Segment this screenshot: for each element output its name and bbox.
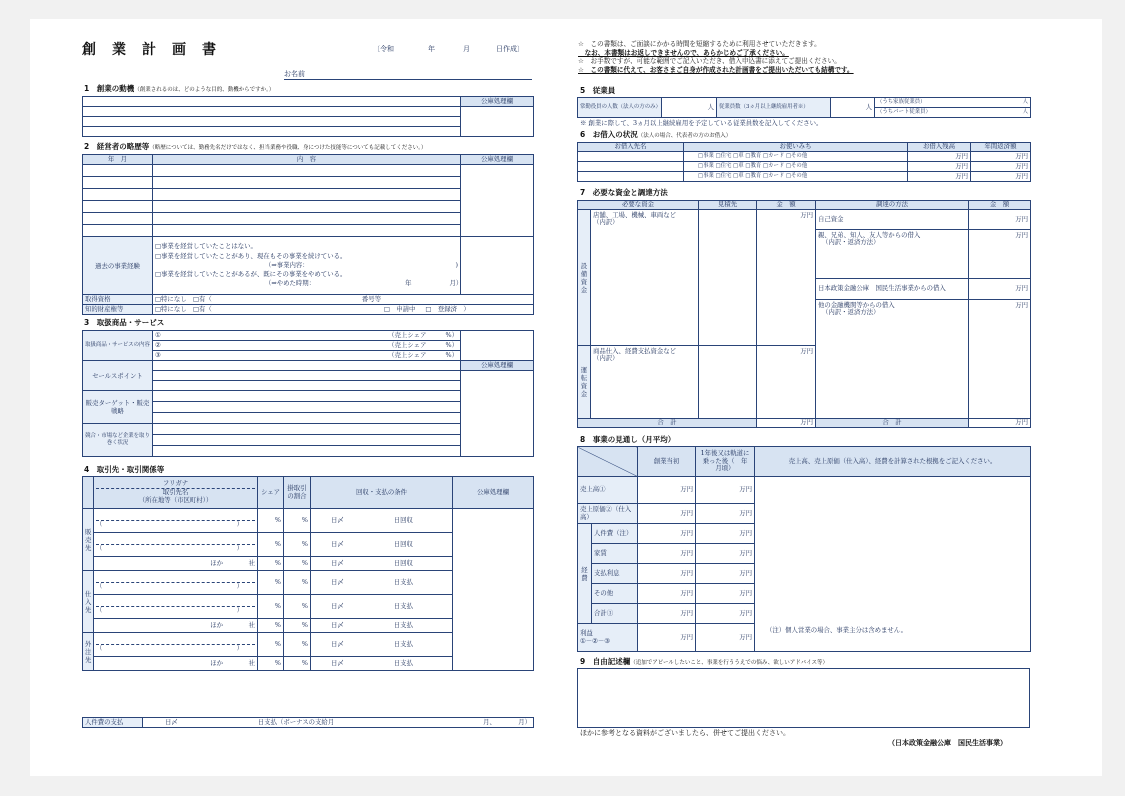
total-need[interactable]: 万円	[757, 419, 816, 428]
total-label: 合 計	[578, 419, 757, 428]
career-date[interactable]	[83, 213, 153, 225]
pct[interactable]: %	[258, 533, 284, 557]
past-opt-closed[interactable]: □事業を経営していたことがあるが、既にその事業をやめている。	[155, 270, 347, 279]
pay: 日支払	[393, 620, 413, 629]
office-use-2: 公庫処理欄	[461, 155, 534, 165]
career-content[interactable]	[153, 177, 461, 189]
h-balance: お借入残高	[908, 143, 971, 152]
sales-point-line[interactable]	[153, 381, 461, 391]
goods-num-1: ①	[155, 330, 161, 339]
section-4-title: 4 取引先・取引関係等	[84, 465, 165, 474]
past-paren: )	[455, 260, 458, 269]
loan-balance[interactable]: 万円	[908, 152, 971, 162]
exp-labor-start[interactable]: 万円	[638, 524, 696, 544]
other-loan-label: 他の金融機関等からの借入	[818, 301, 895, 309]
day: 日〆	[331, 515, 344, 524]
terms[interactable]	[311, 619, 453, 633]
qualification-label: 取得資格	[83, 295, 153, 305]
organization: （日本政策金融公庫 国民生活事業）	[888, 739, 1007, 747]
exp-total: 合計③	[592, 604, 638, 624]
pct[interactable]: %	[258, 595, 284, 619]
past-closed-when: （⇒やめた時期：	[265, 279, 316, 288]
pct[interactable]: %	[284, 533, 311, 557]
exp-interest-start[interactable]: 万円	[638, 564, 696, 584]
section-2-title: 2 経営者の略歴等（略歴については、勤務先名だけではなく、担当業務や役職、身につけた技能等についても記載してください。）	[84, 142, 427, 151]
own-funds-amount[interactable]: 万円	[969, 210, 1031, 230]
career-date[interactable]	[83, 225, 153, 237]
regular-count[interactable]: 人	[662, 98, 717, 118]
equip-amount[interactable]: 万円	[757, 210, 816, 346]
sales-label: 販売先	[83, 509, 94, 571]
ip-field[interactable]	[153, 305, 534, 315]
career-date[interactable]	[83, 165, 153, 177]
career-content[interactable]	[153, 225, 461, 237]
goods-3[interactable]	[153, 351, 461, 361]
career-date[interactable]	[83, 201, 153, 213]
loan-use[interactable]: □事業 □住宅 □車 □教育 □カード □その他	[684, 172, 908, 182]
family-loan	[816, 230, 969, 279]
office-use-4: 公庫処理欄	[453, 477, 534, 509]
funds-table	[577, 200, 1031, 428]
h-amount: 金 額	[757, 201, 816, 210]
labor-field[interactable]	[143, 718, 534, 728]
profit-formula: ①－②－③	[580, 636, 610, 645]
profit-start[interactable]: 万円	[638, 624, 696, 652]
section-8-title: 8 事業の見通し（月平均）	[580, 435, 676, 444]
pay: 日支払	[393, 639, 413, 648]
terms[interactable]	[311, 533, 453, 557]
paren: （ ）	[96, 543, 243, 552]
equip-item: 店舗、工場、機械、車両など	[593, 211, 677, 219]
labor-months: 月、 月）	[483, 717, 531, 726]
partners-table	[82, 476, 534, 671]
h-basis: 売上高、売上原価（仕入高）、経費を計算された根拠をご記入ください。	[755, 447, 1031, 477]
pay: 日支払	[393, 658, 413, 667]
total-method[interactable]: 万円	[969, 419, 1031, 428]
terms[interactable]	[311, 633, 453, 657]
past-experience-label: 過去の事業経験	[83, 237, 153, 295]
total-label-2: 合 計	[816, 419, 969, 428]
ip-registered[interactable]: □ 登録済 ）	[425, 304, 470, 313]
lender[interactable]	[578, 152, 684, 162]
section-3-title: 3 取扱商品・サービス	[84, 318, 165, 327]
goods-1[interactable]	[153, 331, 461, 341]
exp-interest: 支払利息	[592, 564, 638, 584]
jfc-loan-amount[interactable]: 万円	[969, 279, 1031, 300]
market-line[interactable]	[153, 424, 461, 435]
h-need: 必要な資金	[578, 201, 699, 210]
outsource-partner[interactable]	[94, 633, 258, 657]
exp-rent-year[interactable]: 万円	[696, 544, 755, 564]
target-line[interactable]	[153, 391, 461, 402]
past-opt-current[interactable]: □事業を経営していたことがあり、現在もその事業を続けている。	[155, 251, 347, 260]
exp-other-year[interactable]: 万円	[696, 584, 755, 604]
exp-other: その他	[592, 584, 638, 604]
pct[interactable]: %	[284, 571, 311, 595]
office-use-1: 公庫処理欄	[461, 97, 534, 107]
sales-point-label: セールスポイント	[83, 361, 153, 391]
terms[interactable]	[311, 657, 453, 671]
career-content[interactable]	[153, 165, 461, 177]
past-year: 年	[405, 279, 412, 288]
employee-label: 従業員数（3ヵ月以上継続雇用者※）	[717, 98, 831, 118]
date-made: 日作成〕	[496, 45, 524, 53]
expense-label: 経費	[578, 524, 592, 624]
pct[interactable]: %	[284, 557, 311, 571]
goods-num-3: ③	[155, 350, 161, 359]
career-date[interactable]	[83, 189, 153, 201]
other-partners[interactable]: ほか 社	[94, 619, 258, 633]
date-month: 月	[463, 45, 470, 53]
loan-use[interactable]: □事業 □住宅 □車 □教育 □カード □その他	[684, 152, 908, 162]
profit-text: 利益	[580, 629, 593, 638]
profit-year[interactable]: 万円	[696, 624, 755, 652]
cost-label: 売上原価②（仕入高）	[578, 504, 638, 524]
terms[interactable]	[311, 595, 453, 619]
h-location: （所在地等（市区町村））	[138, 495, 213, 504]
date-reiwa: 〔令和	[373, 45, 394, 53]
exp-labor-year[interactable]: 万円	[696, 524, 755, 544]
section-1-title: 1 創業の動機（創業されるのは、どのような目的、動機からですか。）	[84, 84, 275, 93]
exp-total-year[interactable]: 万円	[696, 604, 755, 624]
equip-breakdown: （内訳）	[593, 218, 619, 227]
other-loan-amount[interactable]: 万円	[969, 300, 1031, 419]
exp-rent-start[interactable]: 万円	[638, 544, 696, 564]
ip-options[interactable]: □特になし □有（	[155, 304, 212, 313]
goods-share-1: （売上シェア %）	[388, 330, 458, 339]
h-kana: フリガナ	[96, 480, 255, 489]
name-line[interactable]	[284, 79, 532, 80]
motive-table	[82, 96, 534, 137]
equip-estimate[interactable]	[699, 210, 757, 346]
other-loan-note: （内訳・返済方法）	[822, 308, 880, 317]
equipment-label: 設備資金	[578, 210, 591, 346]
op-item: 商品仕入、経費支払資金など	[593, 347, 677, 355]
h-repayment: 年間返済額	[971, 143, 1031, 152]
op-amount[interactable]: 万円	[757, 346, 816, 419]
cost-start[interactable]: 万円	[638, 504, 696, 524]
h-one-year: 1年後又は軌道に乗った後（ 年 月頃）	[696, 447, 755, 477]
regular-label: 常勤役員の人数（法人の方のみ）	[578, 98, 662, 118]
goods-share-3: （売上シェア %）	[388, 350, 458, 359]
outsource-label: 外注先	[83, 633, 94, 671]
partner-header	[94, 477, 258, 509]
pct[interactable]: %	[284, 657, 311, 671]
outlook-note: （注）個人営業の場合、事業主分は含めません。	[766, 626, 907, 634]
h-share: シェア	[258, 477, 284, 509]
footer-note: ほかに参考となる資料がございましたら、併せてご提出ください。	[580, 729, 790, 737]
notes	[578, 40, 1030, 74]
career-date[interactable]	[83, 177, 153, 189]
exp-other-start[interactable]: 万円	[638, 584, 696, 604]
note-3: ☆ お手数ですが、可能な範囲でご記入いただき、借入申込書に添えてご提出ください。	[578, 57, 841, 66]
goods-2[interactable]	[153, 341, 461, 351]
employee-note: ※ 創業に際して、3ヵ月以上継続雇用を予定している従業員数を記入してください。	[580, 119, 823, 127]
target-label: 販売ターゲット・販売戦略	[83, 391, 153, 424]
loan-repay[interactable]: 万円	[971, 152, 1031, 162]
pay: 日支払	[393, 577, 413, 586]
exp-interest-year[interactable]: 万円	[696, 564, 755, 584]
day: 日〆	[331, 558, 344, 567]
sales-label: 売上高①	[578, 477, 638, 504]
collect: 日回収	[393, 539, 413, 548]
loan-use[interactable]: □事業 □住宅 □車 □教育 □カード □その他	[684, 162, 908, 172]
sales-year[interactable]: 万円	[696, 477, 755, 504]
family-field[interactable]	[875, 98, 1031, 108]
employee-count[interactable]: 人	[831, 98, 875, 118]
section-7-title: 7 必要な資金と調達方法	[580, 188, 668, 197]
op-breakdown: （内訳）	[593, 354, 619, 363]
lender[interactable]	[578, 162, 684, 172]
supply-partner[interactable]	[94, 595, 258, 619]
pct[interactable]: %	[258, 619, 284, 633]
qualification-options[interactable]: □特になし □有（	[155, 294, 212, 303]
labor-row	[82, 717, 534, 728]
market-label: 競合・市場など企業を取り巻く状況	[83, 424, 153, 457]
part-nin: 人	[1022, 109, 1028, 116]
paren: （ ）	[96, 643, 243, 652]
note-1: ☆ この書類は、ご面談にかかる時間を短縮するために利用させていただきます。	[578, 40, 821, 48]
family-loan-note: （内訳・返済方法）	[822, 238, 880, 247]
h-lender: お借入先名	[578, 143, 684, 152]
exp-rent: 家賃	[592, 544, 638, 564]
jfc-loan-label: 日本政策金融公庫 国民生活事業からの借入	[816, 279, 969, 300]
supply-partner[interactable]	[94, 571, 258, 595]
loan-repay[interactable]: 万円	[971, 162, 1031, 172]
h-method: 調達の方法	[816, 201, 969, 210]
past-opt-none[interactable]: □事業を経営していたことはない。	[155, 242, 257, 251]
day: 日〆	[331, 658, 344, 667]
ip-applying[interactable]: □ 申請中	[383, 304, 416, 313]
pct[interactable]: %	[284, 595, 311, 619]
day: 日〆	[331, 620, 344, 629]
family-nin: 人	[1022, 99, 1028, 106]
loan-balance[interactable]: 万円	[908, 162, 971, 172]
h-credit: 掛取引の割合	[284, 477, 311, 509]
pct[interactable]: %	[284, 619, 311, 633]
h-use: お使いみち	[684, 143, 908, 152]
past-experience-options[interactable]	[153, 237, 461, 295]
target-line[interactable]	[153, 413, 461, 424]
goods-label: 取扱商品・サービスの内容	[83, 331, 153, 361]
pct[interactable]: %	[258, 657, 284, 671]
lender[interactable]	[578, 172, 684, 182]
name-label: お名前	[284, 70, 305, 78]
col-date: 年 月	[83, 155, 153, 165]
past-business-content: （⇒事業内容：	[265, 260, 309, 269]
pct[interactable]: %	[258, 571, 284, 595]
section-6-title: 6 お借入の状況（法人の場合、代表者の方のお借入）	[580, 130, 732, 139]
pct[interactable]: %	[258, 509, 284, 533]
sales-partner[interactable]	[94, 509, 258, 533]
sales-start[interactable]: 万円	[638, 477, 696, 504]
date-year: 年	[428, 45, 435, 53]
op-estimate[interactable]	[699, 346, 757, 419]
day: 日〆	[331, 539, 344, 548]
pct[interactable]: %	[258, 633, 284, 657]
sales-point-line[interactable]	[153, 361, 461, 371]
family-loan-label: 親、兄弟、知人、友人等からの借入	[818, 231, 921, 239]
career-content[interactable]	[153, 213, 461, 225]
operating-items[interactable]	[591, 346, 699, 419]
day: 日〆	[331, 577, 344, 586]
collect: 日回収	[393, 558, 413, 567]
note-4: ☆ この書類に代えて、お客さまご自身が作成された計画書をご提出いただいても結構です。	[578, 65, 854, 74]
target-line[interactable]	[153, 402, 461, 413]
supply-label: 仕入先	[83, 571, 94, 633]
day: 日〆	[331, 601, 344, 610]
section-5-title: 5 従業員	[580, 86, 616, 95]
past-month: 月）	[449, 279, 463, 288]
exp-labor: 人件費（注）	[592, 524, 638, 544]
qualification-number: 番号等	[361, 294, 381, 303]
market-line[interactable]	[153, 446, 461, 457]
h-amount-2: 金 額	[969, 201, 1031, 210]
h-terms: 回収・支払の条件	[311, 477, 453, 509]
loan-repay[interactable]: 万円	[971, 172, 1031, 182]
motive-line[interactable]	[83, 127, 461, 137]
office-use-3: 公庫処理欄	[461, 361, 534, 371]
career-content[interactable]	[153, 201, 461, 213]
labor-pay: 日支払（ボーナスの支給月	[257, 717, 335, 726]
part-field[interactable]	[875, 108, 1031, 118]
paren: （ ）	[96, 605, 243, 614]
equipment-items[interactable]	[591, 210, 699, 346]
family-loan-amount[interactable]: 万円	[969, 230, 1031, 279]
goods-share-2: （売上シェア %）	[388, 340, 458, 349]
diag-cell	[578, 447, 638, 477]
ip-label: 知的財産権等	[83, 305, 153, 315]
collect: 日回収	[393, 515, 413, 524]
qualification-field[interactable]	[153, 295, 534, 305]
other-bank-loan	[816, 300, 969, 419]
pct[interactable]: %	[258, 557, 284, 571]
other-partners[interactable]: ほか 社	[94, 557, 258, 571]
col-content: 内 容	[153, 155, 461, 165]
profit-label	[578, 624, 638, 652]
operating-label: 運転資金	[578, 346, 591, 419]
part-label: （うちパート従業員）	[877, 109, 931, 116]
h-start: 創業当初	[638, 447, 696, 477]
employees-table	[577, 97, 1031, 118]
pct[interactable]: %	[284, 633, 311, 657]
career-table	[82, 154, 534, 315]
own-funds-label: 自己資金	[816, 210, 969, 230]
exp-total-start[interactable]: 万円	[638, 604, 696, 624]
labor-label: 人件費の支払	[83, 718, 143, 728]
free-text-box[interactable]	[577, 668, 1030, 728]
products-table	[82, 330, 534, 457]
career-content[interactable]	[153, 189, 461, 201]
cost-year[interactable]: 万円	[696, 504, 755, 524]
note-2: なお、本書類はお返しできませんので、あらかじめご了承ください。	[578, 48, 789, 57]
loans-table	[577, 142, 1031, 182]
market-line[interactable]	[153, 435, 461, 446]
form-title: 創 業 計 画 書	[82, 42, 217, 58]
terms[interactable]	[311, 571, 453, 595]
terms[interactable]	[311, 509, 453, 533]
pay: 日支払	[393, 601, 413, 610]
h-estimate: 見積先	[699, 201, 757, 210]
h-name: 取引先名	[162, 488, 189, 497]
motive-line[interactable]	[83, 117, 461, 127]
day: 日〆	[331, 639, 344, 648]
paren: （ ）	[96, 581, 243, 590]
sales-point-line[interactable]	[153, 371, 461, 381]
loan-balance[interactable]: 万円	[908, 172, 971, 182]
paren: （ ）	[96, 519, 243, 528]
motive-line[interactable]	[83, 107, 461, 117]
goods-num-2: ②	[155, 340, 161, 349]
application-sheet	[30, 19, 1102, 776]
terms[interactable]	[311, 557, 453, 571]
pct[interactable]: %	[284, 509, 311, 533]
sales-partner[interactable]	[94, 533, 258, 557]
outlook-table	[577, 446, 1031, 652]
other-partners[interactable]: ほか 社	[94, 657, 258, 671]
labor-day: 日〆	[165, 717, 178, 726]
family-label: （うち家族従業員）	[877, 99, 926, 106]
section-9-title: 9 自由記述欄（追加でアピールしたいこと、事業を行ううえでの悩み、欲しいアドバイス等）	[580, 657, 829, 666]
